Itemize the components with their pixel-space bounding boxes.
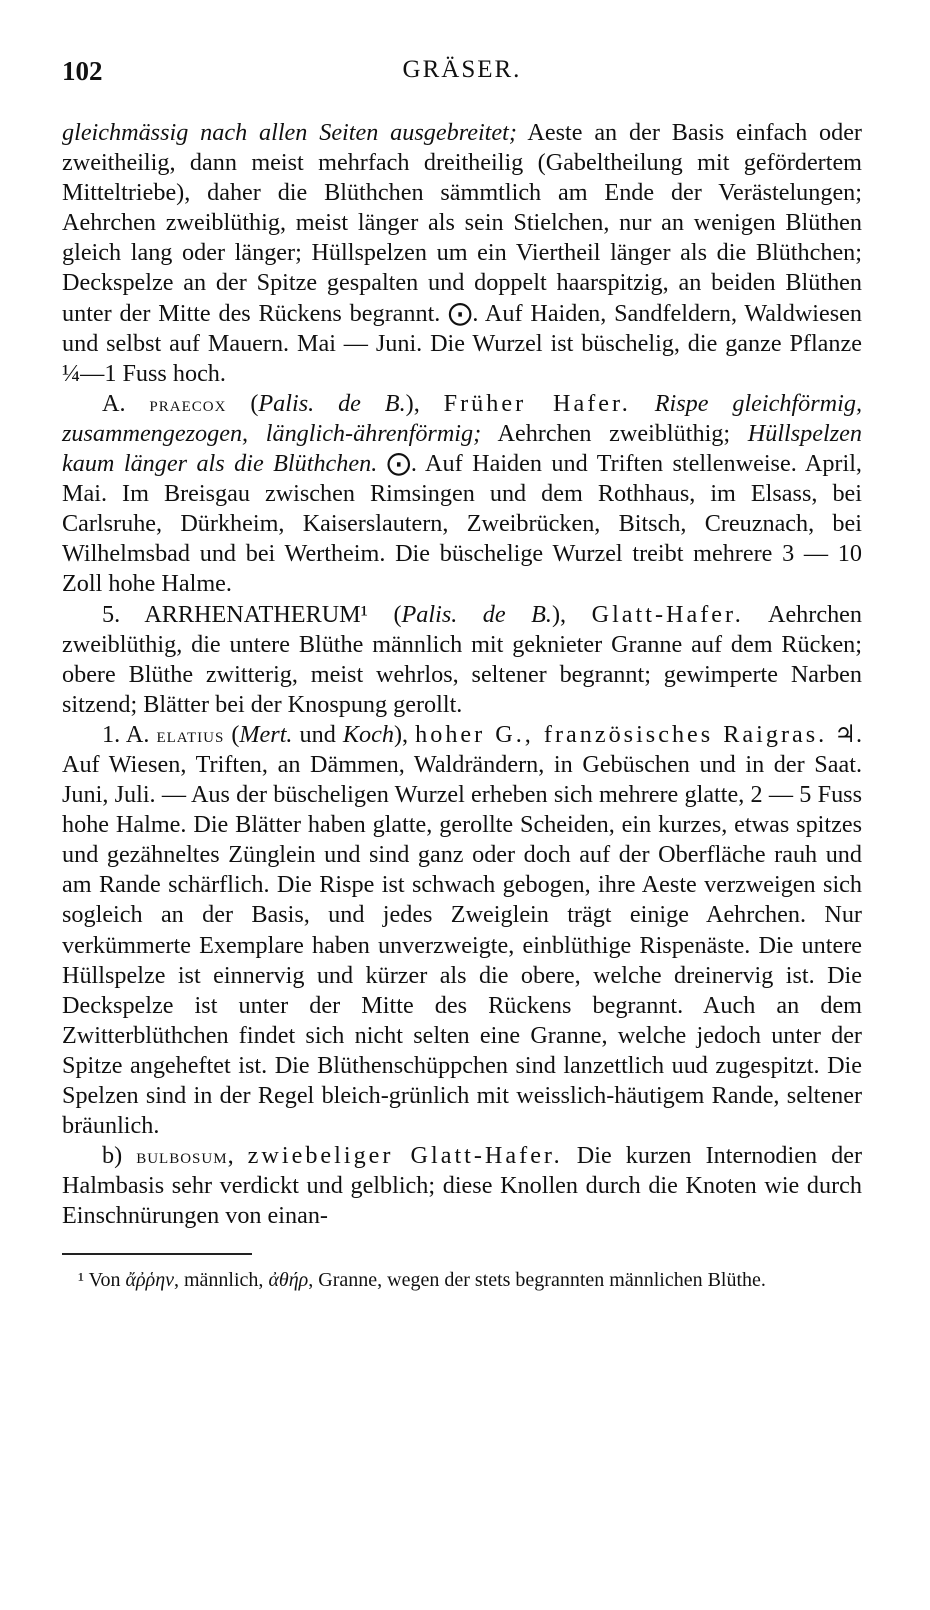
text-run: ¹ Von [78,1269,126,1292]
species-name: praecox [149,391,227,416]
book-page [62,46,862,1576]
footnote-rule [62,1253,252,1255]
running-title: GRÄSER. [402,56,522,83]
text-run: ( [224,720,240,748]
text-run: ⨀. Auf Haiden und Triften stellenweise. April, Mai. Im Breisgau zwischen Rimsingen und dem Rothhaus, im Elsass, bei Carlsruhe, Dürkheim, Kaiserslautern, Zweibrücken, Bitsch, Creuznach, bei Wilhelmsbad und bei Wertheim. Die büschelige Wurzel treibt mehrere 3 — 10 Zoll hohe Halme. [62,450,862,598]
text-run: A. [102,389,150,417]
italic-text: Palis. de B. [401,600,552,628]
footnote-text [62,1267,862,1294]
text-run: Aeste an der Basis einfach oder zweitheilig, dann meist mehrfach dreitheilig (Gabeltheilung mit gefördertem Mitteltriebe), daher die Blüthchen sämmtlich am Ende der Verästelungen; Aehrchen zweiblüthig, meist länger als sein Stielchen, nur an wenigen Blüthen gleich lang oder länger; Hüllspelzen um ein Viertheil länger als die Blüthchen; Deckspelze an der Spitze gespalten und doppelt haarspitzig, an beiden Blüthen unter der Mitte des Rückens begrannt. ⨀. Auf Haiden, Sandfeldern, Waldwiesen und selbst auf Mauern. Mai — Juni. Die Wurzel ist büschelig, die ganze Pflanze ¼—1 Fuss hoch. [62,119,862,387]
text-run: , [227,1142,248,1170]
page-number: 102 [62,56,103,86]
italic-text: ἄῤῥην [125,1269,174,1292]
paragraph-praecox [62,389,862,600]
text-run: Die kurzen Internodien der Halmbasis sehr verdickt und gelblich; diese Knollen durch die Knoten wie durch Einschnürungen von einan- [62,1142,862,1230]
italic-text: Palis. de B. [258,389,406,417]
italic-text: gleichmässig nach allen Seiten ausgebreitet; [62,119,517,146]
text-run: , Granne, wegen der stets begrannten männlichen Blüthe. [308,1269,766,1292]
italic-text: Hüllspelzen kaum länger als die Blüthchen. [62,419,862,478]
text-run: Aehrchen zweiblüthig, die untere Blüthe männlich mit geknieter Granne auf dem Rücken; obere Blüthe zwitterig, meist wehrlos, seltener begrannt; gewimperte Narben sitzend; Blätter bei der Knospung gerollt. [62,600,862,718]
paragraph-bulbosum [62,1141,862,1231]
text-run: ), [551,600,592,628]
text-run: b) [102,1142,137,1170]
text-run: und [292,720,343,748]
species-name: elatius [156,722,225,747]
body-text [62,118,862,1231]
common-name: Glatt-Hafer. [591,600,744,628]
text-run: ( [226,389,259,417]
species-name: bulbosum [136,1144,228,1169]
paragraph-elatius [62,720,862,1141]
paragraph-intro [62,118,862,389]
common-name: Früher Hafer. [443,389,631,417]
italic-text: ἀθήρ [268,1269,309,1292]
text-run: 5. ARRHENATHERUM¹ ( [102,600,402,628]
common-name: hoher G., französisches Raigras. [415,720,828,748]
italic-text: Koch [342,720,394,748]
text-run: 1. A. [102,720,157,748]
text-run: ♃. Auf Wiesen, Triften, an Dämmen, Waldrändern, in Gebüschen und in der Saat. Juni, Juli. — Aus der büscheligen Wurzel erheben sich mehrere glatte, 2 — 5 Fuss hohe Halme. Die Blätter haben glatte, gerollte Scheiden, ein kurzes, etwas spitzes und gezähneltes Zünglein und sind ganz oder doch auf der Oberfläche rauh und am Rande schärflich. Die Rispe ist schwach gebogen, ihre Aeste verzweigen sich sogleich an der Basis, und jedes Zweiglein trägt einige Aehrchen. Nur verkümmerte Exemplare haben unverzweigte, einblüthige Rispenäste. Die untere Hüllspelze ist einnervig und kürzer als die obere, welche dreinervig ist. Die Deckspelze ist unter der Mitte des Rückens begrannt. Auch an dem Zwitterblüthchen findet sich nicht selten eine Granne, welche jedoch unter der Spitze angeheftet ist. Die Blüthenschüppchen sind lanzettlich uud zugespitzt. Die Spelzen sind in der Regel bleich-grünlich mit weisslich-häutigem Rande, seltener bräunlich. [62,720,862,1140]
text-run: , männlich, [174,1269,269,1292]
footnote [62,1267,862,1294]
paragraph-arrhenatherum [62,600,862,720]
italic-text: Mert. [239,720,293,748]
common-name: zwiebeliger Glatt-Hafer. [247,1142,563,1170]
text-run: ), [393,720,416,748]
text-run [631,390,655,417]
page-header [62,46,862,86]
italic-text: Rispe gleichförmig, zusammengezogen, länglich-ährenförmig; [62,389,863,447]
text-run: ), [405,389,444,417]
text-run: Aehrchen zweiblüthig; [481,419,748,447]
